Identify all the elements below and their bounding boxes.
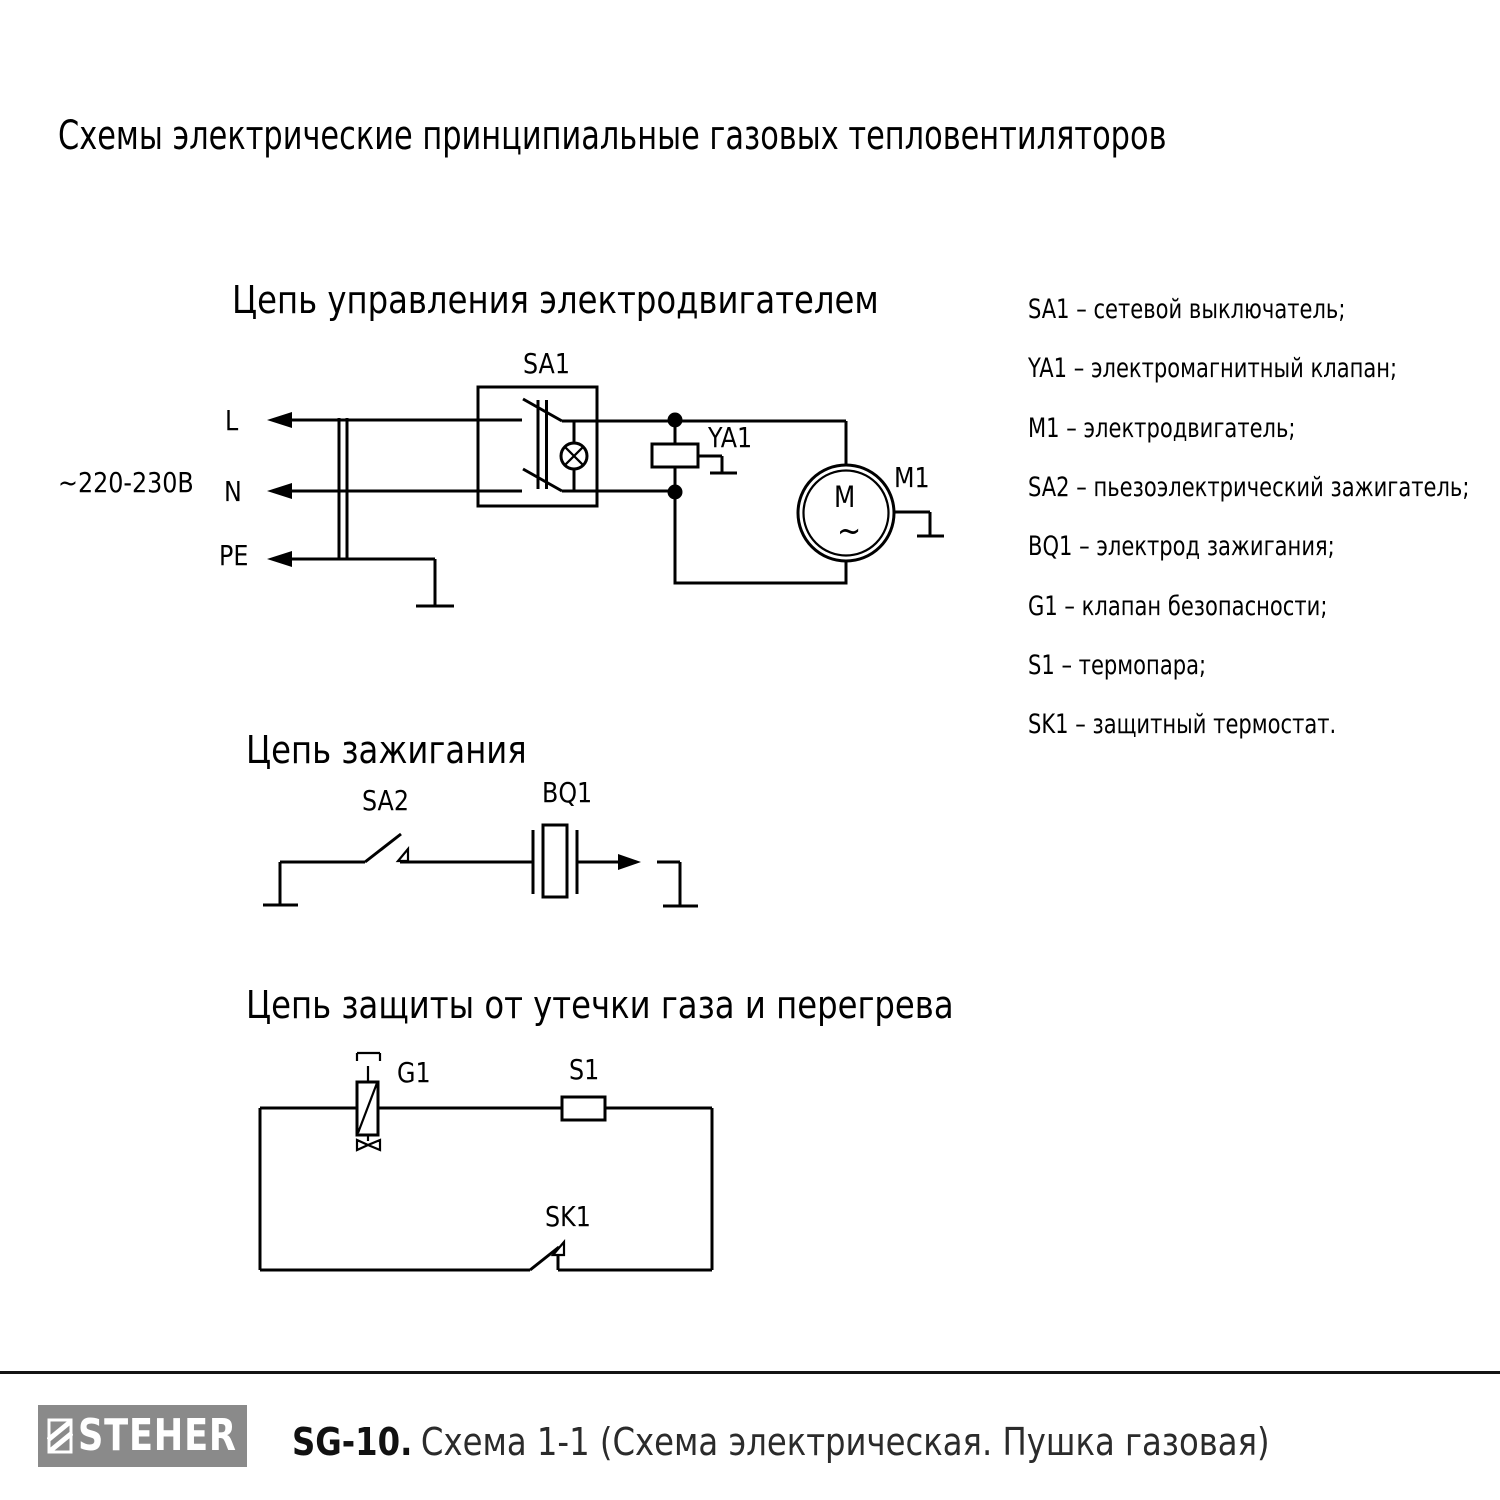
legend-item: YA1 – электромагнитный клапан; <box>1028 353 1398 384</box>
footer-caption <box>292 1420 1270 1464</box>
wire-top-run <box>562 421 846 465</box>
cable-marker-icon <box>339 418 347 560</box>
motor-ac-sign: ~ <box>837 511 862 551</box>
heading-ignition: Цепь зажигания <box>246 728 527 772</box>
ignition-ground-right-icon <box>657 862 698 906</box>
circuit-protection <box>260 1053 712 1270</box>
bq1-label: BQ1 <box>542 776 593 809</box>
legend-item: SK1 – защитный термостат. <box>1028 709 1337 740</box>
circuit-ignition <box>263 825 698 906</box>
sa2-label: SA2 <box>362 784 409 817</box>
motor-m-letter: M <box>834 480 856 514</box>
sa1-switch-symbol <box>478 387 597 506</box>
legend-item: SA1 – сетевой выключатель; <box>1028 294 1346 325</box>
heading-motor-control: Цепь управления электродвигателем <box>232 278 879 322</box>
footer-divider <box>0 1371 1500 1374</box>
page-title: Схемы электрические принципиальные газовых тепловентиляторов <box>58 113 1167 159</box>
m1-label: M1 <box>894 461 930 494</box>
heading-protection: Цепь защиты от утечки газа и перегрева <box>246 983 954 1027</box>
bq1-electrode-symbol <box>533 825 577 897</box>
voltage-label: ~220-230В <box>58 466 194 499</box>
g1-label: G1 <box>397 1056 431 1089</box>
s1-thermocouple-symbol <box>562 1097 605 1120</box>
sk1-thermostat-symbol <box>530 1242 564 1270</box>
indicator-lamp-icon <box>561 421 587 491</box>
supply-arrow-pe-icon <box>267 551 435 567</box>
supply-arrow-n-icon <box>267 483 522 499</box>
footer-description: Схема 1-1 (Схема электрическая. Пушка газовая) <box>420 1420 1270 1464</box>
sa1-label: SA1 <box>523 347 570 380</box>
line-l-label: L <box>225 404 239 437</box>
legend-item: M1 – электродвигатель; <box>1028 413 1296 444</box>
steher-logo-mark-icon <box>47 1418 73 1454</box>
legend-item: S1 – термопара; <box>1028 650 1207 681</box>
footer-model: SG-10. <box>292 1420 413 1464</box>
ignition-ground-left-icon <box>263 862 298 905</box>
legend-item: BQ1 – электрод зажигания; <box>1028 531 1335 562</box>
supply-arrow-l-icon <box>267 412 522 428</box>
steher-logo-text: STEHER <box>78 1410 237 1461</box>
legend-item: SA2 – пьезоэлектрический зажигатель; <box>1028 472 1470 503</box>
wire-motor-return <box>675 492 846 583</box>
s1-label: S1 <box>569 1053 600 1086</box>
pe-ground-icon <box>416 559 454 606</box>
g1-valve-symbol <box>357 1053 380 1150</box>
sa2-switch-symbol <box>365 834 408 862</box>
line-pe-label: PE <box>219 539 249 572</box>
steher-logo <box>38 1405 247 1467</box>
sk1-label: SK1 <box>545 1200 591 1233</box>
ya1-label: YA1 <box>708 421 753 454</box>
line-n-label: N <box>224 475 242 508</box>
spark-arrow-icon <box>577 854 641 870</box>
legend-item: G1 – клапан безопасности; <box>1028 591 1328 622</box>
